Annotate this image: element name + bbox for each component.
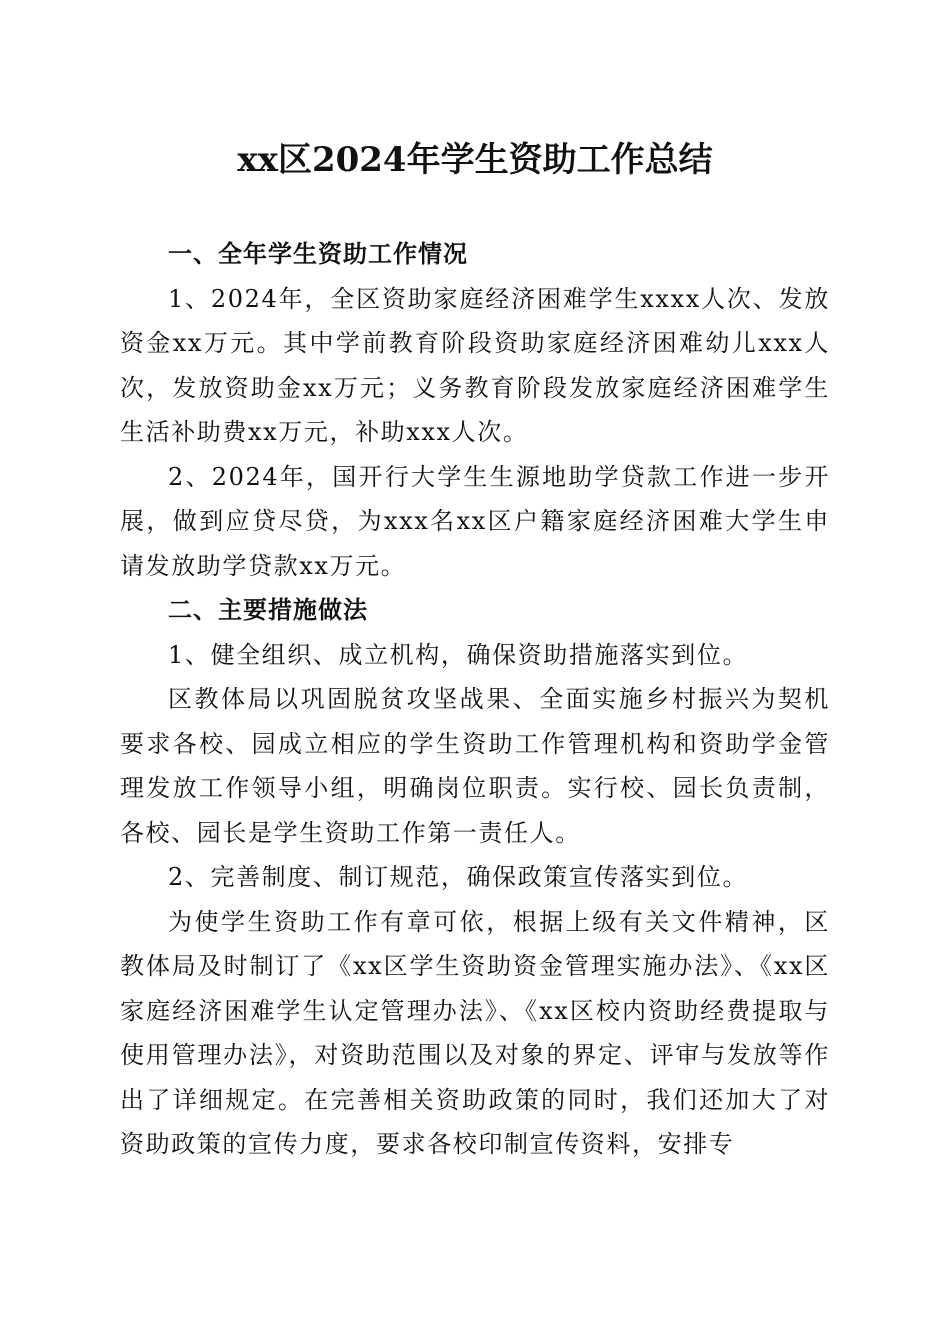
paragraph-6: 为使学生资助工作有章可依，根据上级有关文件精神，区教体局及时制订了《xx区学生资助资金管理实施办法》、《xx区家庭经济困难学生认定管理办法》、《xx区校内资助经费提取与使用管理办法》，对资助范围以及对象的界定、评审与发放等作出了详细规定。在完善相关资助政策的同时，我们还加大了对资助政策的宣传力度，要求各校印制宣传资料，安排专 bbox=[120, 907, 830, 1158]
paragraph-5: 2、完善制度、制订规范，确保政策宣传落实到位。 bbox=[168, 863, 749, 891]
document-body bbox=[120, 232, 830, 1167]
section-heading-2: 二、主要措施做法 bbox=[168, 596, 368, 624]
paragraph-1: 1、2024年，全区资助家庭经济困难学生xxxx人次、发放资金xx万元。其中学前教育阶段资助家庭经济困难幼儿xxx人次，发放资助金xx万元；义务教育阶段发放家庭经济困难学生生活补助费xx万元，补助xxx人次。 bbox=[120, 284, 830, 446]
paragraph-2: 2、2024年，国开行大学生生源地助学贷款工作进一步开展，做到应贷尽贷，为xxx名xx区户籍家庭经济困难大学生申请发放助学贷款xx万元。 bbox=[120, 462, 830, 580]
document-title: xx区2024年学生资助工作总结 bbox=[237, 140, 713, 180]
paragraph-3: 1、健全组织、成立机构，确保资助措施落实到位。 bbox=[168, 640, 749, 669]
section-heading-1: 一、全年学生资助工作情况 bbox=[168, 240, 468, 268]
paragraph-4: 区教体局以巩固脱贫攻坚战果、全面实施乡村振兴为契机要求各校、园成立相应的学生资助工作管理机构和资助学金管理发放工作领导小组，明确岗位职责。实行校、园长负责制，各校、园长是学生资助工作第一责任人。 bbox=[120, 685, 830, 847]
